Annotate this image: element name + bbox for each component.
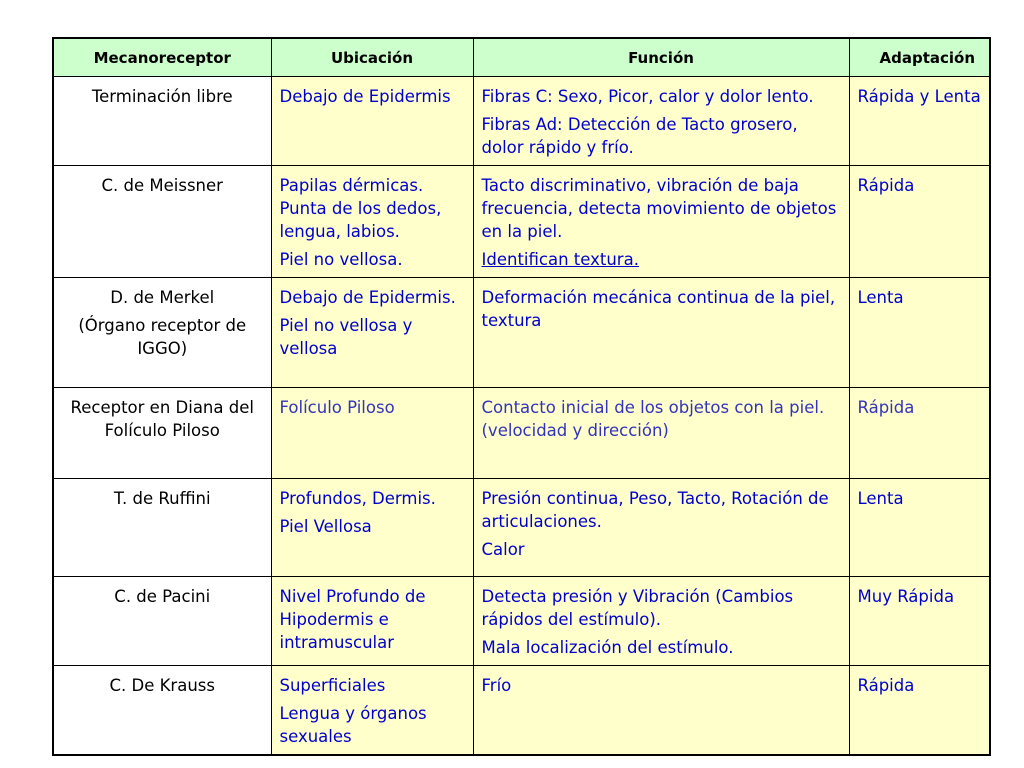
cell-funcion: Contacto inicial de los objetos con la piel. (velocidad y dirección)	[473, 388, 849, 479]
cell-funcion: Fibras C: Sexo, Picor, calor y dolor lento. Fibras Ad: Detección de Tacto grosero, dolor rápido y frío.	[473, 77, 849, 166]
mecanoreceptor-table	[52, 37, 991, 756]
header-mecanoreceptor: Mecanoreceptor	[53, 38, 271, 77]
cell-adaptacion: Rápida y Lenta	[849, 77, 990, 166]
table-row	[53, 666, 990, 756]
cell-adaptacion: Lenta	[849, 278, 990, 388]
table-row	[53, 278, 990, 388]
table-row	[53, 77, 990, 166]
link-identifican-textura[interactable]: Identifican textura.	[481, 250, 639, 269]
cell-funcion: Tacto discriminativo, vibración de baja frecuencia, detecta movimiento de objetos en la piel. Identifican textura.	[473, 166, 849, 278]
cell-receptor: D. de Merkel (Órgano receptor de IGGO)	[53, 278, 271, 388]
cell-receptor: C. De Krauss	[53, 666, 271, 756]
cell-receptor: T. de Ruffini	[53, 479, 271, 577]
header-adaptacion: Adaptación	[849, 38, 990, 77]
cell-funcion: Frío	[473, 666, 849, 756]
cell-receptor: Terminación libre	[53, 77, 271, 166]
table-row	[53, 388, 990, 479]
table-row	[53, 479, 990, 577]
cell-ubicacion: Papilas dérmicas. Punta de los dedos, lengua, labios. Piel no vellosa.	[271, 166, 473, 278]
cell-ubicacion: Debajo de Epidermis. Piel no vellosa y vellosa	[271, 278, 473, 388]
cell-ubicacion: Nivel Profundo de Hipodermis e intramuscular	[271, 577, 473, 666]
cell-adaptacion: Rápida	[849, 666, 990, 756]
header-funcion: Función	[473, 38, 849, 77]
cell-funcion: Deformación mecánica continua de la piel, textura	[473, 278, 849, 388]
table-row	[53, 166, 990, 278]
table-row	[53, 577, 990, 666]
cell-ubicacion: Superficiales Lengua y órganos sexuales	[271, 666, 473, 756]
cell-ubicacion: Folículo Piloso	[271, 388, 473, 479]
cell-funcion: Detecta presión y Vibración (Cambios rápidos del estímulo). Mala localización del estímulo.	[473, 577, 849, 666]
cell-adaptacion: Muy Rápida	[849, 577, 990, 666]
cell-receptor: Receptor en Diana del Folículo Piloso	[53, 388, 271, 479]
cell-adaptacion: Rápida	[849, 388, 990, 479]
cell-receptor: C. de Pacini	[53, 577, 271, 666]
cell-adaptacion: Lenta	[849, 479, 990, 577]
cell-funcion: Presión continua, Peso, Tacto, Rotación de articulaciones. Calor	[473, 479, 849, 577]
cell-ubicacion: Profundos, Dermis. Piel Vellosa	[271, 479, 473, 577]
cell-receptor: C. de Meissner	[53, 166, 271, 278]
cell-adaptacion: Rápida	[849, 166, 990, 278]
cell-ubicacion: Debajo de Epidermis	[271, 77, 473, 166]
header-ubicacion: Ubicación	[271, 38, 473, 77]
header-row	[53, 38, 990, 77]
